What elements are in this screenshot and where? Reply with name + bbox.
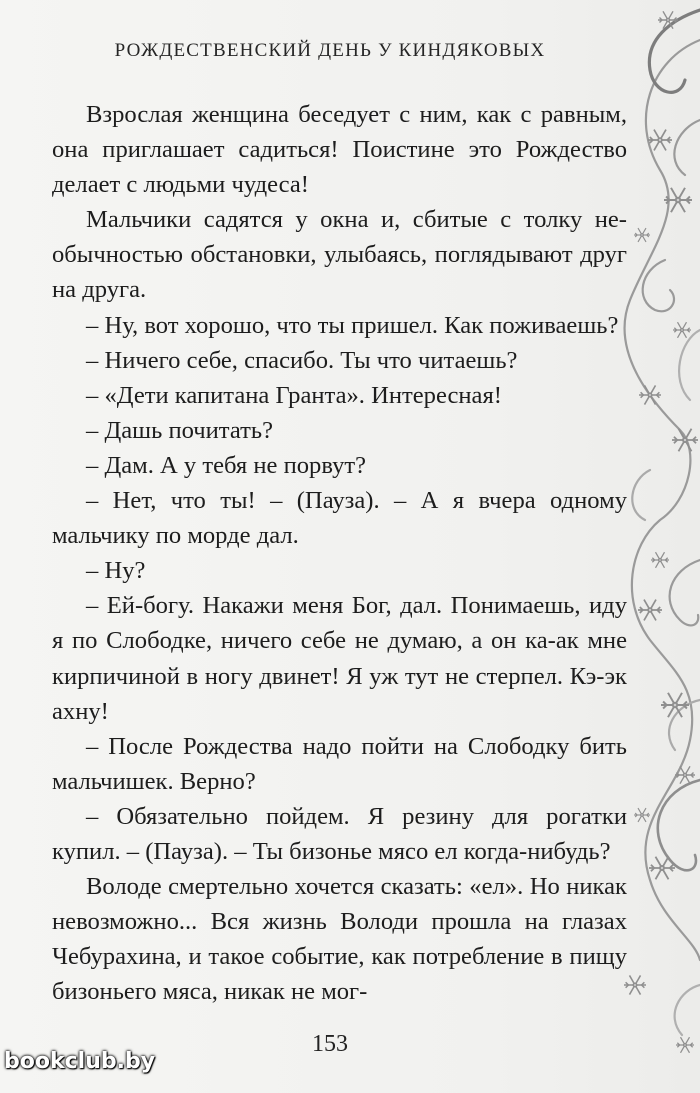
paragraph: Володе смертельно хочется сказать: «ел». Но никак невозможно... Вся жизнь Володи прошла на глазах Чебурахина, и такое событие, как потребление в пищу бизоньего мяса, никак не мог- [52,873,627,1006]
dialogue-line: – Нет, что ты! – (Пауза). – А я вчера одному мальчику по морде дал. [52,487,627,550]
dialogue-line: – Ну? [86,557,146,585]
dialogue-line: – «Дети капитана Гранта». Интересная! [86,381,502,409]
paragraph: Взрослая женщина беседует с ним, как с равным, она приглашает садиться! Поистине это Рождество делает с людьми чудеса! [52,101,627,199]
paragraph: Мальчики садятся у окна и, сбитые с толку необычностью обстановки, улыбаясь, поглядывают друг на друга. [52,206,627,304]
dialogue-line: – Ей-богу. Накажи меня Бог, дал. Понимаешь, иду я по Слободке, ничего себе не думаю, а он ка-ак мне кирпичиной в ногу двинет! Я уж тут не стерпел. Кэ-эк ахну! [52,592,627,725]
page-body-text [52,97,627,1009]
running-header: РОЖДЕСТВЕНСКИЙ ДЕНЬ У КИНДЯКОВЫХ [114,40,546,61]
dialogue-line: – Дашь почитать? [86,416,273,444]
dialogue-line: – Ну, вот хорошо, что ты пришел. Как поживаешь? [86,311,619,339]
dialogue-line: – После Рождества надо пойти на Слободку бить мальчишек. Верно? [52,732,627,795]
page-number: 153 [312,1031,348,1057]
dialogue-line: – Дам. А у тебя не порвут? [86,451,367,479]
dialogue-line: – Ничего себе, спасибо. Ты что читаешь? [86,346,518,374]
watermark-logo: bookclub.by [4,1049,156,1074]
dialogue-line: – Обязательно пойдем. Я резину для рогатки купил. – (Пауза). – Ты бизонье мясо ел когда-нибудь? [52,802,627,865]
